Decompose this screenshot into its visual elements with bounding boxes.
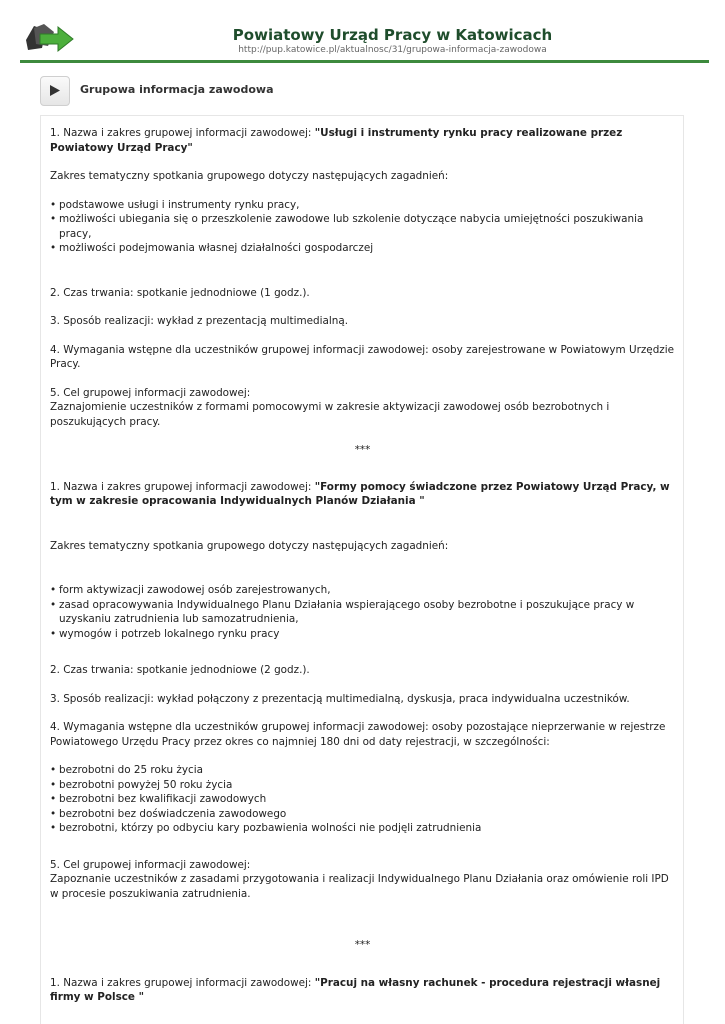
list-item: • wymogów i potrzeb lokalnego rynku pracy (50, 627, 675, 642)
block2-duration: 2. Czas trwania: spotkanie jednodniowe (2 godz.). (50, 664, 310, 676)
block1-method: 3. Sposób realizacji: wykład z prezentacją multimedialną. (50, 315, 348, 327)
play-arrow-icon (49, 84, 61, 97)
list-item: • bezrobotni do 25 roku życia (50, 763, 675, 778)
list-item: • bezrobotni bez kwalifikacji zawodowych (50, 792, 675, 807)
block2-goal-text: Zapoznanie uczestników z zasadami przygotowania i realizacji Indywidualnego Planu Działania oraz omówienie roli IPD w procesie poszukiwania zatrudnienia. (50, 873, 669, 900)
block2-scope: Zakres tematyczny spotkania grupowego dotyczy następujących zagadnień: (50, 539, 449, 552)
block1-goal-label: 5. Cel grupowej informacji zawodowej: (50, 386, 251, 399)
separator: *** (354, 444, 371, 456)
list-item: • możliwości podejmowania własnej działalności gospodarczej (50, 241, 675, 256)
block2-requirements-list (50, 763, 675, 836)
header-divider (20, 60, 709, 63)
list-item: • zasad opracowywania Indywidualnego Planu Działania wspierającego osoby bezrobotne i poszukujące pracy w uzyskaniu zatrudnienia lub samozatrudnienia, (50, 598, 675, 627)
list-item: • możliwości ubiegania się o przeszkolenie zawodowe lub szkolenie dotyczące nabycia umiejętności poszukiwania pracy, (50, 212, 675, 241)
page-header (0, 0, 725, 64)
block2-requirements: 4. Wymagania wstępne dla uczestników grupowej informacji zawodowej: osoby pozostające nieprzerwanie w rejestrze Powiatowego Urzędu Pracy przez okres co najmniej 180 dni od daty rejestracji, w szczególności: (50, 721, 666, 748)
section-title: Grupowa informacja zawodowa (80, 83, 274, 96)
list-item: • podstawowe usługi i instrumenty rynku pracy, (50, 198, 675, 213)
block1-scope: Zakres tematyczny spotkania grupowego dotyczy następujących zagadnień: (50, 170, 449, 182)
block2-method: 3. Sposób realizacji: wykład połączony z prezentacją multimedialną, dyskusja, praca indywidualna uczestników. (50, 692, 630, 705)
block2-goal-label: 5. Cel grupowej informacji zawodowej: (50, 858, 251, 871)
list-item: • bezrobotni, którzy po odbyciu kary pozbawienia wolności nie podjęli zatrudnienia (50, 821, 675, 836)
block3-name: 1. Nazwa i zakres grupowej informacji zawodowej: "Pracuj na własny rachunek - procedura rejestracji własnej firmy w Polsce " (50, 976, 661, 1003)
block1-name: 1. Nazwa i zakres grupowej informacji zawodowej: "Usługi i instrumenty rynku pracy realizowane przez Powiatowy Urząd Pracy" (50, 127, 623, 154)
block1-duration: 2. Czas trwania: spotkanie jednodniowe (1 godz.). (50, 286, 310, 299)
separator: *** (354, 939, 371, 951)
list-item: • bezrobotni bez doświadczenia zawodowego (50, 807, 675, 822)
page-url: http://pup.katowice.pl/aktualnosc/31/grupowa-informacja-zawodowa (238, 45, 547, 55)
expand-button[interactable] (40, 76, 70, 106)
block1-goal-text: Zaznajomienie uczestników z formami pomocowymi w zakresie aktywizacji zawodowej osób bezrobotnych i poszukujących pracy. (50, 401, 610, 428)
content-panel (40, 115, 684, 1024)
site-title: Powiatowy Urząd Pracy w Katowicach (232, 26, 553, 44)
block1-topics-list (50, 198, 675, 256)
block2-name: 1. Nazwa i zakres grupowej informacji zawodowej: "Formy pomocy świadczone przez Powiatowy Urząd Pracy, w tym w zakresie opracowania Indywidualnych Planów Działania " (50, 480, 670, 507)
block2-topics-list (50, 583, 675, 641)
block1-requirements: 4. Wymagania wstępne dla uczestników grupowej informacji zawodowej: osoby zarejestrowane w Powiatowym Urzędzie Pracy. (50, 343, 675, 370)
list-item: • bezrobotni powyżej 50 roku życia (50, 778, 675, 793)
list-item: • form aktywizacji zawodowej osób zarejestrowanych, (50, 583, 675, 598)
